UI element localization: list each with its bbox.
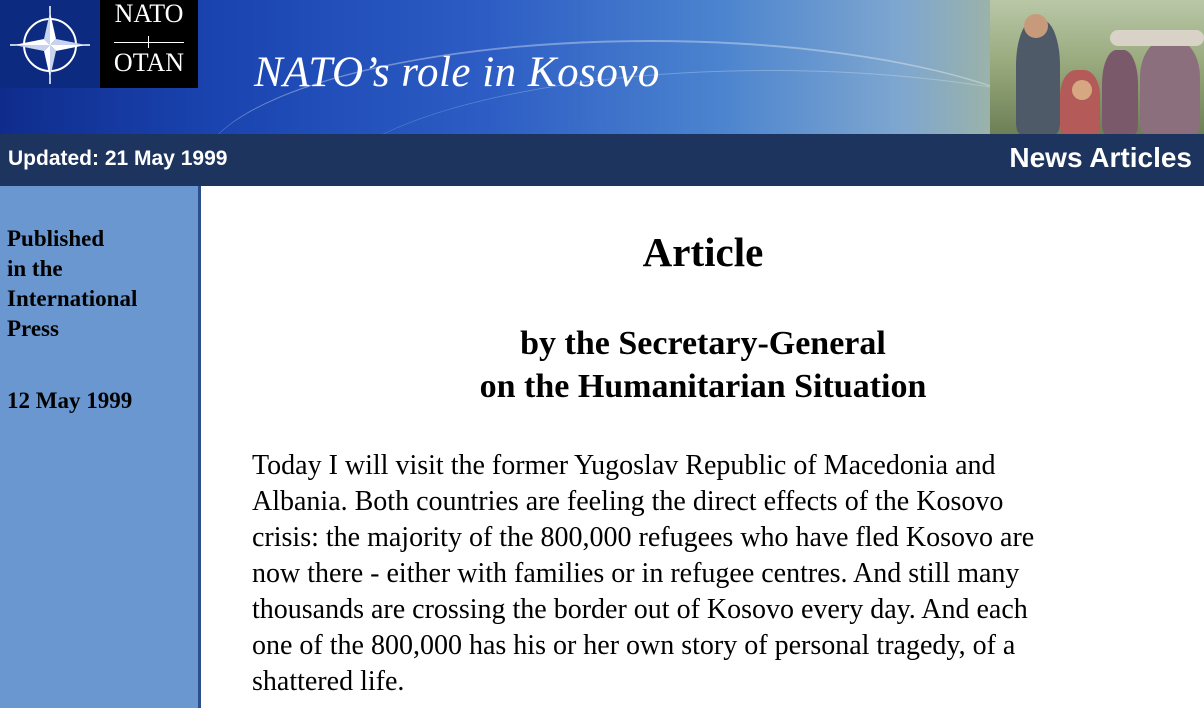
published-line: in the bbox=[7, 256, 63, 281]
section-title-news-articles[interactable]: News Articles bbox=[1009, 142, 1192, 173]
photo-figure-3 bbox=[1102, 50, 1138, 134]
body-line: Today I will visit the former Yugoslav Republic of Macedonia and bbox=[252, 450, 996, 481]
article-content bbox=[202, 186, 1204, 708]
body-line: Albania. Both countries are feeling the direct effects of the Kosovo bbox=[252, 486, 1004, 517]
refugees-photo bbox=[990, 0, 1204, 134]
sidebar bbox=[0, 186, 201, 708]
logo-divider bbox=[114, 42, 184, 43]
article-heading: Article bbox=[642, 229, 764, 275]
body-line: now there - either with families or in refugee centres. And still many bbox=[252, 558, 1020, 589]
published-label bbox=[7, 224, 187, 344]
photo-face bbox=[1024, 14, 1048, 38]
header-banner bbox=[0, 0, 1204, 134]
logo-text-otan: OTAN bbox=[113, 48, 185, 77]
subtitle-line: by the Secretary-General bbox=[520, 325, 886, 362]
nato-compass-icon[interactable] bbox=[0, 0, 100, 88]
photo-crowd bbox=[1140, 40, 1200, 134]
logo-text-nato: NATO bbox=[114, 0, 184, 28]
status-bar bbox=[0, 134, 1204, 186]
published-line: International bbox=[7, 286, 138, 311]
article-body bbox=[252, 448, 1152, 700]
article-subtitle bbox=[202, 322, 1204, 408]
published-line: Published bbox=[7, 226, 105, 251]
photo-face-2 bbox=[1072, 80, 1092, 100]
publish-date: 12 May 1999 bbox=[7, 388, 133, 413]
published-line: Press bbox=[7, 316, 59, 341]
photo-crowd-distant bbox=[1110, 30, 1204, 46]
body-line: one of the 800,000 has his or her own story of personal tragedy, of a bbox=[252, 630, 1016, 661]
body-line: thousands are crossing the border out of Kosovo every day. And each bbox=[252, 594, 1028, 625]
subtitle-line: on the Humanitarian Situation bbox=[479, 368, 927, 405]
banner-title: NATO’s role in Kosovo bbox=[254, 49, 660, 96]
updated-date: Updated: 21 May 1999 bbox=[8, 147, 228, 170]
body-line: crisis: the majority of the 800,000 refugees who have fled Kosovo are bbox=[252, 522, 1035, 553]
body-line: shattered life. bbox=[252, 666, 405, 697]
nato-otan-logo[interactable] bbox=[100, 0, 198, 88]
